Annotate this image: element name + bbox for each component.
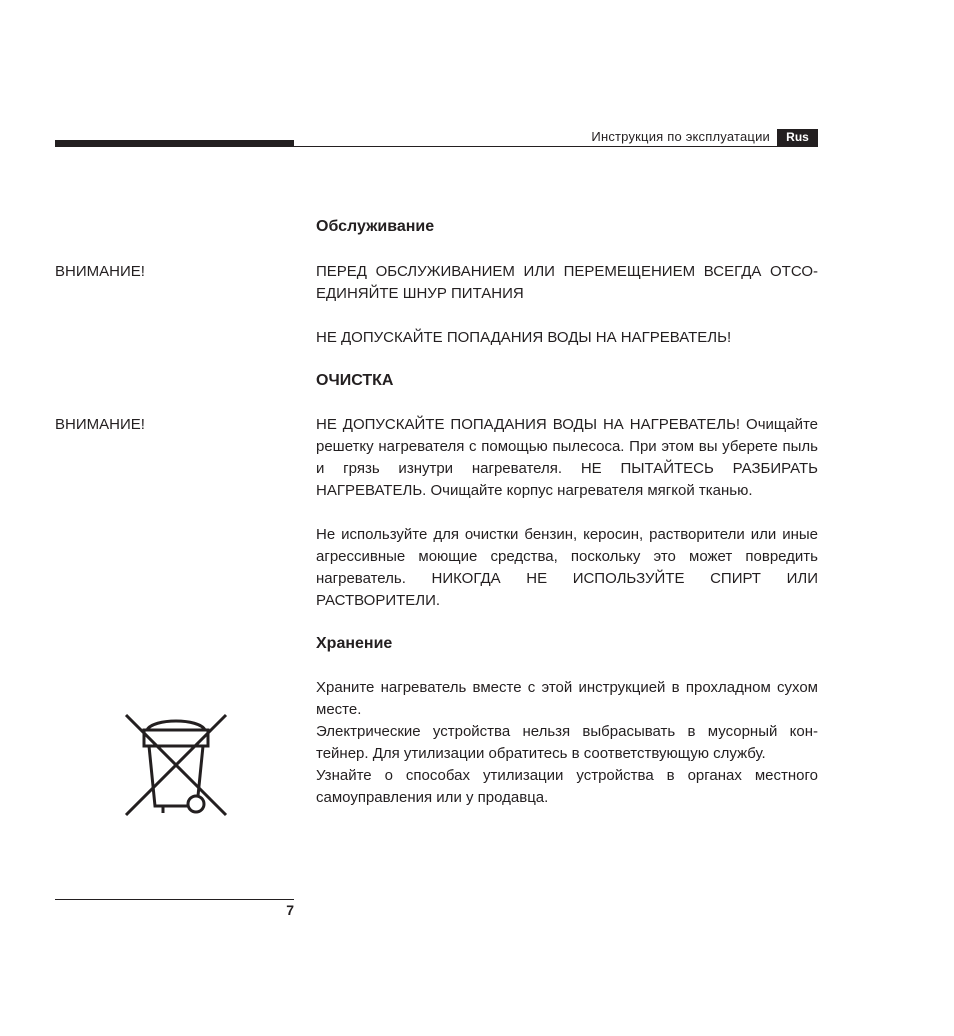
maintenance-heading: Обслуживание <box>316 218 435 235</box>
maintenance-paragraph-2: НЕ ДОПУСКАЙТЕ ПОПАДАНИЯ ВОДЫ НА НАГРЕВАТЕЛЬ! <box>316 329 732 346</box>
cleaning-text-1 <box>316 414 818 502</box>
storage-line-1: Храните нагреватель вместе с этой инструкцией в прохладном сухом месте. <box>316 679 818 718</box>
cleaning-text-2 <box>316 524 818 612</box>
language-badge: Rus <box>777 129 818 146</box>
cleaning-paragraph-1: НЕ ДОПУСКАЙТЕ ПОПАДАНИЯ ВОДЫ НА НАГРЕВАТЕЛЬ! Очищайте решетку нагревателя с помощью пылесоса. При этом вы уберете пыль и грязь изнутри нагревателя. НЕ ПЫТАЙТЕСЬ РАЗБИРАТЬ НАГРЕВАТЕЛЬ. Очищайте корпус нагревателя мягкой тканью. <box>316 416 818 499</box>
crossed-out-wheelie-bin-icon <box>123 712 229 818</box>
maintenance-text-2 <box>316 327 818 349</box>
maintenance-warning-label: ВНИМАНИЕ! <box>55 263 145 280</box>
storage-line-3: Узнайте о способах утилизации устройства в органах местного самоуправления или у продавца. <box>316 767 818 806</box>
footer-rule <box>55 899 294 900</box>
header-rule-thin <box>294 146 818 147</box>
header-title: Инструкция по эксплуатации <box>591 129 770 144</box>
page-number: 7 <box>286 902 294 918</box>
cleaning-warning-label: ВНИМАНИЕ! <box>55 416 145 433</box>
cleaning-paragraph-2: Не используйте для очистки бензин, керосин, растворители или иные агрессивные моющие средства, поскольку это может повредить нагреватель. НИКОГДА НЕ ИСПОЛЬЗУЙТЕ СПИРТ ИЛИ РАСТВОРИТЕЛИ. <box>316 526 818 609</box>
cleaning-heading: ОЧИСТКА <box>316 372 394 389</box>
storage-heading: Хранение <box>316 635 393 652</box>
storage-line-2: Электрические устройства нельзя выбрасывать в мусорный кон-тейнер. Для утилизации обратитесь в соответствующую службу. <box>316 723 818 762</box>
storage-text <box>316 677 818 809</box>
header-rule-thick <box>55 140 294 147</box>
maintenance-paragraph-1: ПЕРЕД ОБСЛУЖИВАНИЕМ ИЛИ ПЕРЕМЕЩЕНИЕМ ВСЕГДА ОТСО-ЕДИНЯЙТЕ ШНУР ПИТАНИЯ <box>316 263 818 302</box>
maintenance-text-1 <box>316 261 818 305</box>
